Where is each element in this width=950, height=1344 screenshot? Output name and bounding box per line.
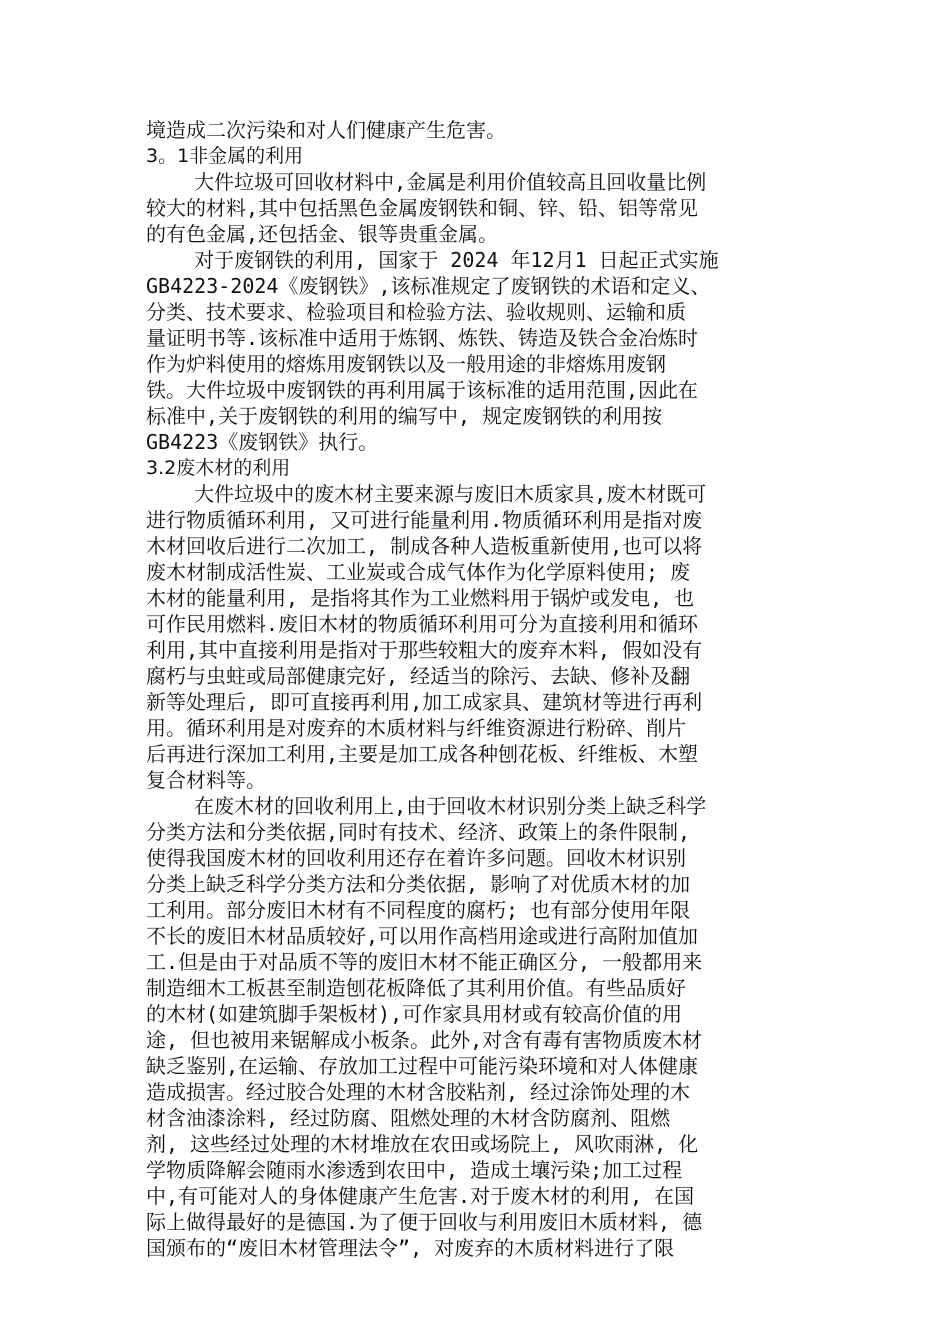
paragraph-line: 材含油漆涂料, 经过防腐、阻燃处理的木材含防腐剂、阻燃 xyxy=(146,1106,671,1130)
paragraph-line: 铁。大件垃圾中废钢铁的再利用属于该标准的适用范围,因此在 xyxy=(146,378,699,402)
paragraph-line: 大件垃圾可回收材料中,金属是利用价值较高且回收量比例 xyxy=(146,170,707,194)
paragraph-line: 对于废钢铁的利用, 国家于 2024 年12月1 日起正式实施 xyxy=(146,248,719,272)
paragraph-line: 量证明书等.该标准中适用于炼钢、炼铁、铸造及铁合金冶炼时 xyxy=(146,326,699,350)
paragraph-line: 不长的废旧木材品质较好,可以用作高档用途或进行高附加值加 xyxy=(146,924,699,948)
paragraph-line: 大件垃圾中的废木材主要来源与废旧木质家具,废木材既可 xyxy=(146,482,707,506)
paragraph-line: 利用,其中直接利用是指对于那些较粗大的废弃木料, 假如没有 xyxy=(146,638,703,662)
section-heading: 3。1非金属的利用 xyxy=(146,145,304,167)
paragraph-line: 分类上缺乏科学分类方法和分类依据, 影响了对优质木材的加 xyxy=(146,872,691,896)
paragraph-line: 制造细木工板甚至制造刨花板降低了其利用价值。有些品质好 xyxy=(146,976,686,1000)
paragraph-line: 后再进行深加工利用,主要是加工成各种刨花板、纤维板、木塑 xyxy=(146,742,699,766)
paragraph-line: 分类方法和分类依据,同时有技术、经济、政策上的条件限制, xyxy=(146,820,691,844)
paragraph-line: 中,有可能对人的身体健康产生危害.对于废木材的利用, 在国 xyxy=(146,1184,695,1208)
paragraph-line: 新等处理后, 即可直接再利用,加工成家具、建筑材等进行再利 xyxy=(146,690,703,714)
paragraph-line: 造成损害。经过胶合处理的木材含胶粘剂, 经过涂饰处理的木 xyxy=(146,1080,691,1104)
paragraph-line: 木材的能量利用, 是指将其作为工业燃料用于锅炉或发电, 也 xyxy=(146,586,695,610)
paragraph-line: 工.但是由于对品质不等的废旧木材不能正确区分, 一般都用来 xyxy=(146,950,703,974)
paragraph-line: 剂, 这些经过处理的木材堆放在农田或场院上, 风吹雨淋, 化 xyxy=(146,1132,699,1156)
paragraph-line: 较大的材料,其中包括黑色金属废钢铁和铜、锌、铅、铝等常见 xyxy=(146,196,699,220)
paragraph-line: 进行物质循环利用, 又可进行能量利用.物质循环利用是指对废 xyxy=(146,508,703,532)
paragraph-line: 境造成二次污染和对人们健康产生危害。 xyxy=(146,118,506,142)
paragraph-line: 使得我国废木材的回收利用还存在着许多问题。回收木材识别 xyxy=(146,846,686,870)
paragraph-line: 腐朽与虫蛀或局部健康完好, 经适当的除污、去缺、修补及翻 xyxy=(146,664,691,688)
paragraph-line: GB4223-2024《废钢铁》,该标准规定了废钢铁的术语和定义、 xyxy=(146,274,711,298)
paragraph-line: 废木材制成活性炭、工业炭或合成气体作为化学原料使用; 废 xyxy=(146,560,691,584)
paragraph-line: 木材回收后进行二次加工, 制成各种人造板重新使用,也可以将 xyxy=(146,534,703,558)
paragraph-line: 学物质降解会随雨水渗透到农田中, 造成土壤污染;加工过程 xyxy=(146,1158,683,1182)
paragraph-line: 途, 但也被用来锯解成小板条。此外,对含有毒有害物质废木材 xyxy=(146,1028,703,1052)
paragraph-line: 作为炉料使用的熔炼用废钢铁以及一般用途的非熔炼用废钢 xyxy=(146,352,666,376)
paragraph-line: 分类、技术要求、检验项目和检验方法、验收规则、运输和质 xyxy=(146,300,686,324)
paragraph-line: 复合材料等。 xyxy=(146,768,266,792)
paragraph-line: 际上做得最好的是德国.为了便于回收与利用废旧木质材料, 德 xyxy=(146,1210,703,1234)
paragraph-line: 国颁布的“废旧木材管理法令”, 对废弃的木质材料进行了限 xyxy=(146,1236,675,1260)
section-heading: 3.2废木材的利用 xyxy=(146,457,291,479)
paragraph-line: 缺乏鉴别,在运输、存放加工过程中可能污染环境和对人体健康 xyxy=(146,1054,699,1078)
paragraph-line: 用。循环利用是对废弃的木质材料与纤维资源进行粉碎、削片 xyxy=(146,716,686,740)
paragraph-line: 的有色金属,还包括金、银等贵重金属。 xyxy=(146,222,499,246)
paragraph-line: 工利用。部分废旧木材有不同程度的腐朽; 也有部分使用年限 xyxy=(146,898,691,922)
paragraph-line: 标准中,关于废钢铁的利用的编写中, 规定废钢铁的利用按 xyxy=(146,404,663,428)
paragraph-line: 的木材(如建筑脚手架板材),可作家具用材或有较高价值的用 xyxy=(146,1002,683,1026)
paragraph-line: GB4223《废钢铁》执行。 xyxy=(146,430,379,454)
paragraph-line: 可作民用燃料.废旧木材的物质循环利用可分为直接利用和循环 xyxy=(146,612,699,636)
paragraph-line: 在废木材的回收利用上,由于回收木材识别分类上缺乏科学 xyxy=(146,794,707,818)
document-body xyxy=(146,117,806,1261)
